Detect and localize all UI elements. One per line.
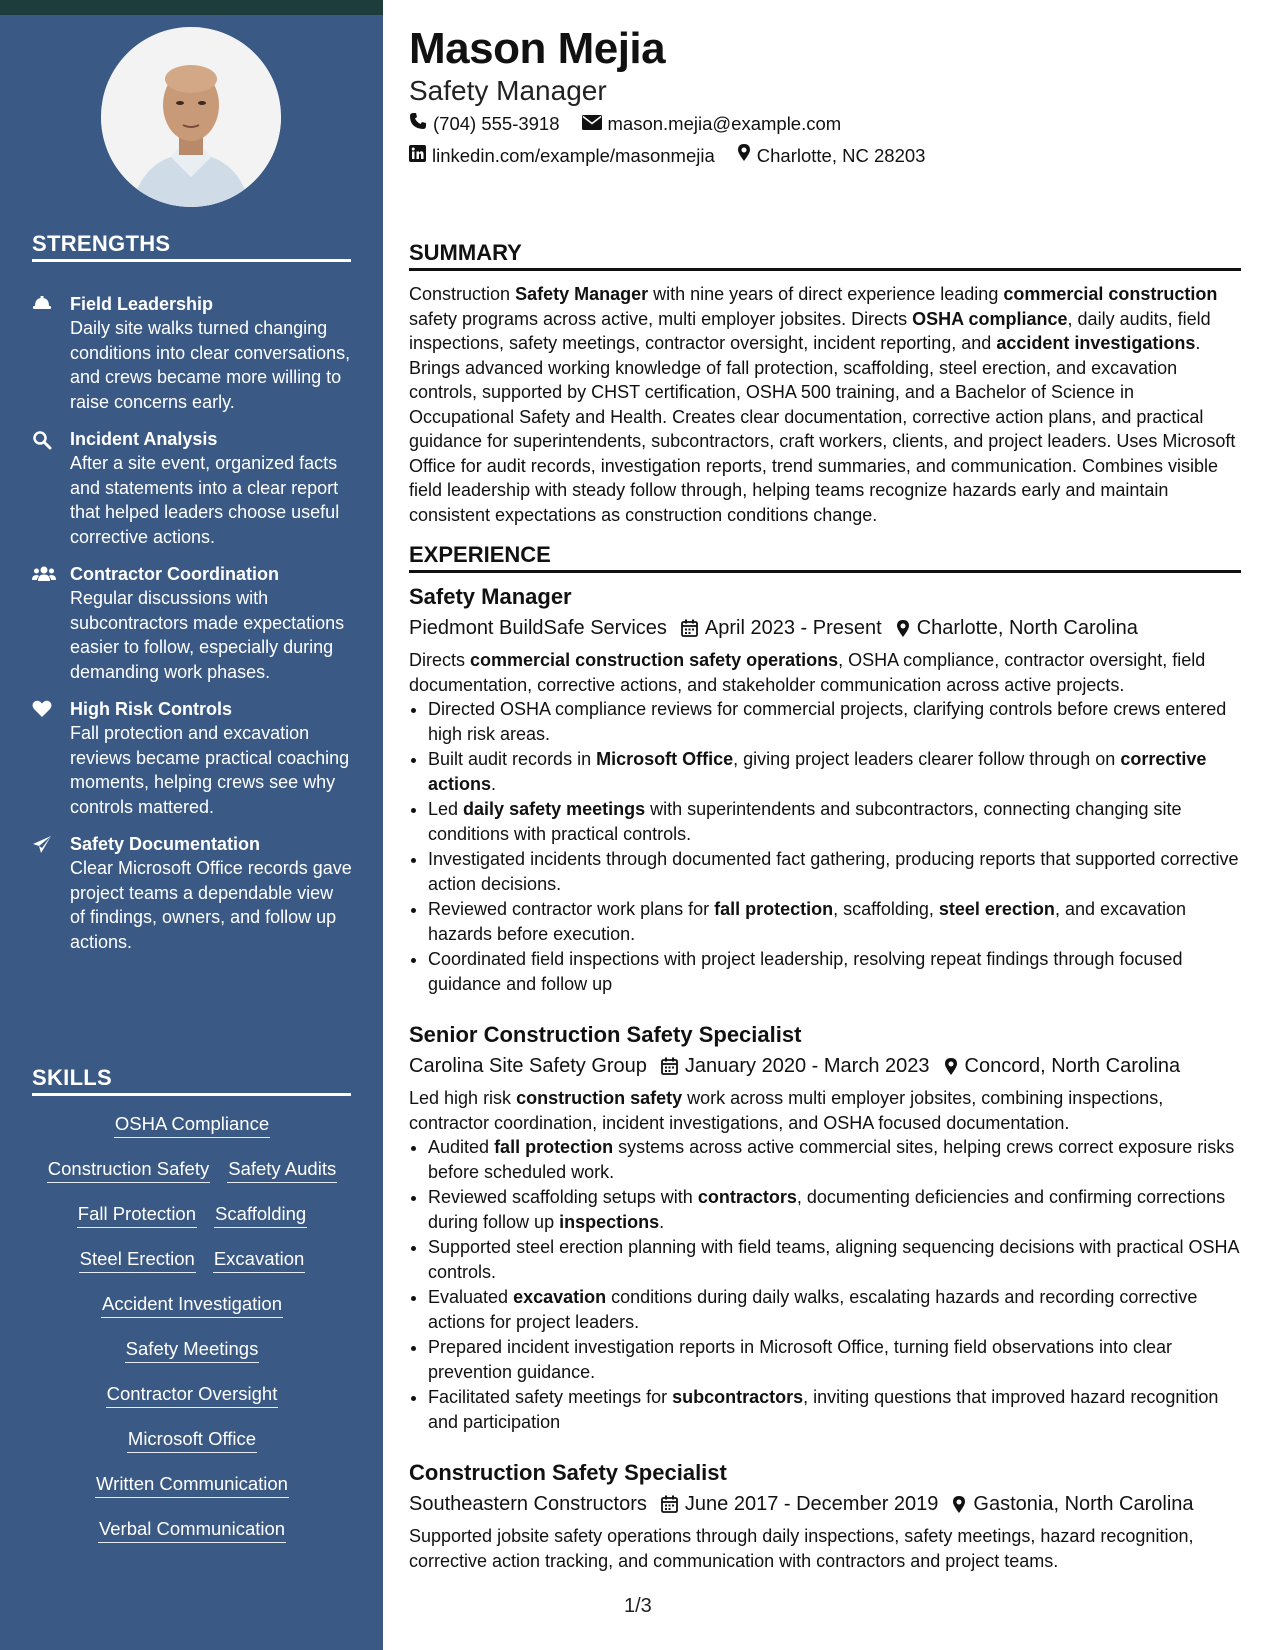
bold-text: steel erection (938, 899, 1055, 919)
strength-description: Regular discussions with subcontractors made expectations easier to follow, especially during demanding work phases. (70, 588, 345, 682)
bold-text: fall protection (714, 899, 834, 919)
text-run: safety programs across active, multi employer jobsites. Directs (409, 308, 913, 329)
bullet-item (428, 747, 1241, 796)
email-address[interactable]: mason.mejia@example.com (607, 113, 842, 134)
skill-tag: Safety Audits (227, 1158, 337, 1183)
job-meta (409, 1488, 1241, 1520)
strengths-heading: STRENGTHS (32, 231, 351, 262)
text-run: , giving project leaders clearer follow through on (733, 749, 1121, 769)
strength-item (32, 562, 352, 684)
location-pin-icon (737, 143, 751, 168)
bold-text: fall protection (494, 1137, 614, 1157)
skill-tag: Contractor Oversight (106, 1383, 279, 1408)
bold-text: Safety Manager (515, 284, 649, 304)
text-run: . (659, 1211, 665, 1232)
strength-title: Safety Documentation (70, 834, 261, 854)
bold-text: Microsoft Office (596, 749, 734, 769)
strength-description: After a site event, organized facts and statements into a clear report that helped leaders choose useful corrective actions. (70, 453, 340, 547)
text-run: . Brings advanced working knowledge of fall protection, scaffolding, steel erection, and excavation controls, supported by CHST certification, OSHA 500 training, and a Bachelor of Science in Occupational Safety and Health. Creates clear documentation, corrective action plans, and practical guidance for superintendents, subcontractors, craft workers, clients, and project leaders. Uses Microsoft Office for audit records, investigation reports, trend summaries, and communication. Combines visible field leadership with steady follow through, helping teams recognize hazards early and maintain consistent expectations as construction conditions change. (409, 333, 1236, 525)
strengths-list (32, 292, 352, 967)
bold-text: construction safety (516, 1088, 683, 1108)
summary-text (409, 282, 1241, 527)
text-run: Reviewed scaffolding setups with (428, 1187, 698, 1207)
job-location: Gastonia, North Carolina (973, 1493, 1194, 1515)
bullet-item (428, 797, 1241, 846)
calendar-icon (661, 1495, 678, 1513)
job-entry (409, 582, 1241, 997)
text-run: , inviting questions that improved hazard recognition and participation (428, 1387, 1219, 1432)
strength-item (32, 697, 352, 819)
job-location: Charlotte, North Carolina (916, 617, 1138, 639)
text-run: Directs (409, 650, 471, 670)
strength-title: Field Leadership (70, 294, 214, 314)
job-title: Construction Safety Specialist (409, 1460, 727, 1485)
bold-text: commercial construction (1003, 284, 1218, 304)
text-run: systems across active commercial sites, helping crews correct exposure risks before scheduled work. (428, 1137, 1235, 1182)
text-run: Supported steel erection planning with field teams, aligning sequencing decisions with practical OSHA controls. (428, 1237, 1239, 1282)
job-location: Concord, North Carolina (964, 1055, 1181, 1077)
text-run: Investigated incidents through documented fact gathering, producing reports that supported corrective action decisions. (428, 849, 1239, 894)
skill-tag: Excavation (213, 1248, 306, 1273)
text-run: , daily audits, field inspections, safety meetings, contractor oversight, incident reporting, and (409, 308, 1211, 353)
text-run: Directed OSHA compliance reviews for commercial projects, clarifying controls before crews entered high risk areas. (428, 699, 1227, 744)
job-intro (409, 1524, 1241, 1573)
calendar-icon (661, 1057, 678, 1075)
candidate-title: Safety Manager (409, 75, 607, 106)
text-run: , and excavation hazards before execution. (428, 899, 1187, 944)
phone-icon (409, 112, 427, 136)
text-run: Built audit records in (428, 749, 597, 769)
job-meta (409, 1050, 1241, 1082)
calendar-icon (681, 619, 698, 637)
job-dates: April 2023 - Present (704, 617, 882, 639)
hard-hat-icon (32, 292, 70, 414)
bullet-item (428, 1335, 1241, 1384)
text-run: Evaluated (428, 1287, 514, 1307)
strength-description: Clear Microsoft Office records gave project teams a dependable view of findings, owners, and follow up actions. (70, 858, 352, 952)
job-intro (409, 1086, 1241, 1135)
skills-heading: SKILLS (32, 1065, 351, 1096)
skill-tag: Microsoft Office (127, 1428, 257, 1453)
phone-number[interactable]: (704) 555-3918 (433, 113, 560, 134)
text-run: Facilitated safety meetings for (428, 1387, 673, 1407)
text-run: Led (428, 799, 464, 819)
bullet-item (428, 1385, 1241, 1434)
job-dates: June 2017 - December 2019 (684, 1493, 939, 1515)
company-name: Southeastern Constructors (409, 1493, 647, 1515)
job-entry (409, 1458, 1241, 1573)
search-icon (32, 427, 70, 549)
text-run: . (491, 773, 497, 794)
job-meta (409, 612, 1241, 644)
company-name: Piedmont BuildSafe Services (409, 617, 667, 639)
skill-tag: Written Communication (95, 1473, 289, 1498)
job-intro (409, 648, 1241, 697)
bold-text: accident investigations (996, 333, 1196, 353)
users-icon (32, 562, 70, 684)
text-run: , scaffolding, (833, 899, 939, 919)
bold-text: subcontractors (672, 1387, 804, 1407)
job-dates: January 2020 - March 2023 (684, 1055, 930, 1077)
job-entry (409, 1020, 1241, 1435)
experience-heading: EXPERIENCE (409, 542, 1241, 573)
paper-plane-icon (32, 832, 70, 954)
location-pin-icon (944, 1057, 958, 1076)
bullet-item (428, 897, 1241, 946)
bold-text: inspections (559, 1211, 660, 1232)
strength-title: High Risk Controls (70, 699, 233, 719)
job-title: Senior Construction Safety Specialist (409, 1022, 802, 1047)
text-run: Supported jobsite safety operations through daily inspections, safety meetings, hazard recognition, corrective action tracking, and communication with contractors and project teams. (409, 1526, 1194, 1571)
bullet-item (428, 1235, 1241, 1284)
job-title: Safety Manager (409, 584, 572, 609)
text-run: with nine years of direct experience leading (648, 284, 1004, 304)
strength-title: Contractor Coordination (70, 564, 279, 584)
skill-tag: Steel Erection (79, 1248, 196, 1273)
bold-text: OSHA compliance (912, 308, 1068, 329)
bullet-item (428, 1185, 1241, 1234)
company-name: Carolina Site Safety Group (409, 1055, 647, 1077)
top-accent-bar (0, 0, 383, 15)
text-run: Led high risk (409, 1088, 517, 1108)
bullet-item (428, 947, 1241, 996)
bullet-item (428, 1135, 1241, 1184)
bullet-item (428, 1285, 1241, 1334)
skill-tag: Fall Protection (77, 1203, 197, 1228)
job-bullets (409, 1135, 1241, 1434)
skill-tag: Construction Safety (47, 1158, 210, 1183)
strength-title: Incident Analysis (70, 429, 218, 449)
text-run: Reviewed contractor work plans for (428, 899, 715, 919)
sidebar (0, 15, 383, 1650)
text-run: , documenting deficiencies and confirming corrections during follow up (428, 1187, 1226, 1232)
text-run: Coordinated field inspections with project leadership, resolving repeat findings through focused guidance and follow up (428, 949, 1183, 994)
heart-icon (32, 697, 70, 819)
summary-heading: SUMMARY (409, 240, 1241, 271)
bold-text: contractors (697, 1187, 797, 1207)
text-run: Construction (409, 284, 516, 304)
strength-description: Daily site walks turned changing conditions into clear conversations, and crews became more willing to raise concerns early. (70, 318, 351, 412)
contact-row-2 (409, 143, 925, 168)
location-pin-icon (952, 1495, 966, 1514)
bold-text: corrective actions (428, 749, 1207, 794)
bold-text: excavation (513, 1287, 607, 1307)
text-run: Audited (428, 1137, 495, 1157)
profile-photo (101, 27, 281, 207)
text-run: Prepared incident investigation reports in Microsoft Office, turning field observations into clear prevention guidance. (428, 1337, 1173, 1382)
linkedin-icon (409, 144, 426, 168)
bold-text: daily safety meetings (463, 799, 646, 819)
strength-item (32, 292, 352, 414)
linkedin-url[interactable]: linkedin.com/example/masonmejia (432, 144, 715, 166)
strength-item (32, 832, 352, 954)
bullet-item (428, 847, 1241, 896)
skill-tag: OSHA Compliance (114, 1113, 270, 1138)
location-pin-icon (896, 619, 910, 638)
strength-item (32, 427, 352, 549)
strength-description: Fall protection and excavation reviews became practical coaching moments, helping crews see why controls mattered. (70, 723, 350, 817)
skill-tag: Scaffolding (214, 1203, 307, 1228)
page-number: 1/3 (624, 1595, 652, 1617)
text-run: conditions during daily walks, escalating hazards and recording corrective actions for project leaders. (428, 1287, 1198, 1332)
candidate-name: Mason Mejia (409, 24, 666, 73)
bullet-item (428, 697, 1241, 746)
skill-tag: Verbal Communication (98, 1518, 286, 1543)
job-bullets (409, 697, 1241, 996)
bold-text: commercial construction safety operations (470, 650, 839, 670)
email-icon (582, 112, 602, 136)
text-run: , OSHA compliance, contractor oversight, field documentation, corrective actions, and stakeholder communication across active projects. (409, 650, 1206, 695)
text-run: work across multi employer jobsites, combining inspections, contractor coordination, incident investigations, and OSHA focused documentation. (409, 1088, 1164, 1133)
skill-tag: Safety Meetings (125, 1338, 260, 1363)
location: Charlotte, NC 28203 (756, 144, 926, 166)
skill-tag: Accident Investigation (101, 1293, 283, 1318)
text-run: with superintendents and subcontractors, connecting changing site conditions with practical controls. (428, 799, 1182, 844)
contact-row-1 (409, 112, 841, 136)
skills-list (32, 1113, 352, 1563)
